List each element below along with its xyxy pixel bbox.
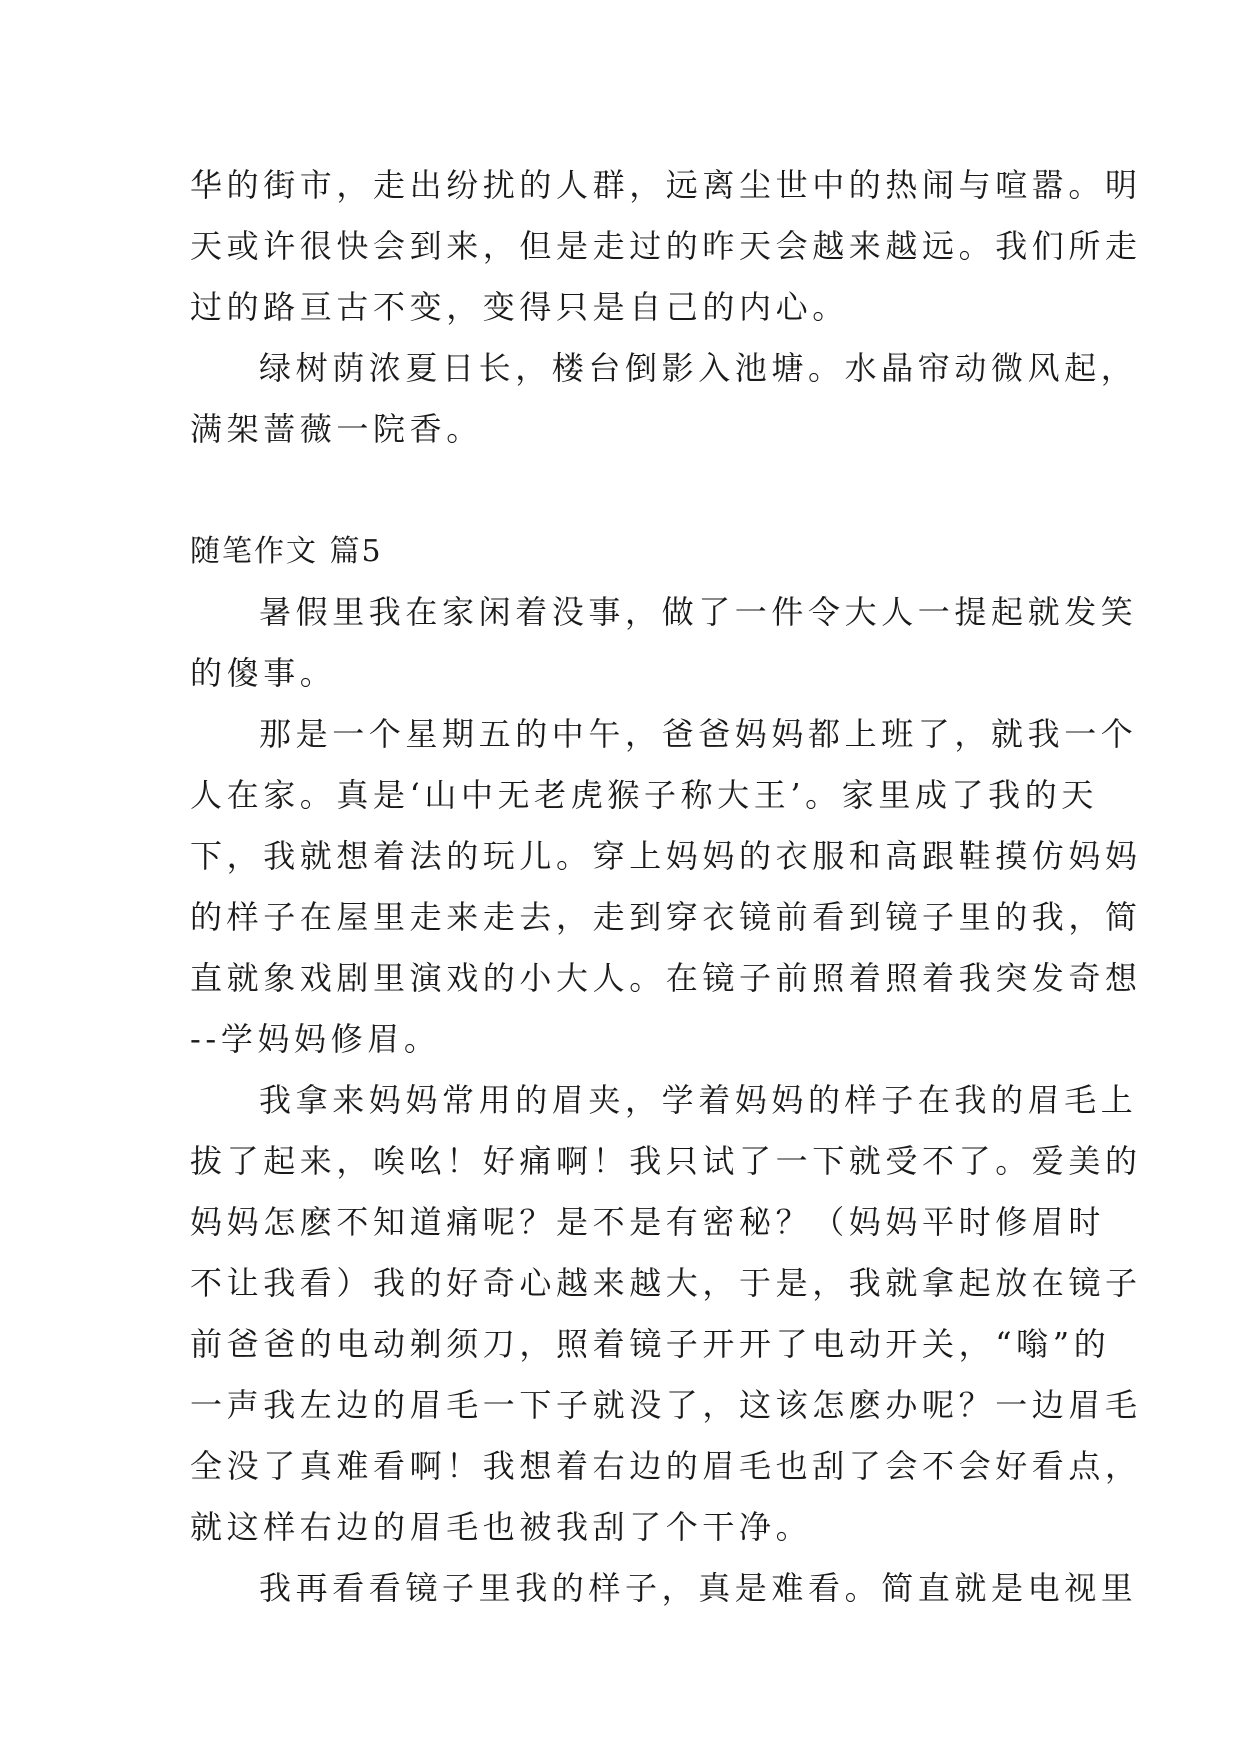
text-line: 我拿来妈妈常用的眉夹，学着妈妈的样子在我的眉毛上 <box>259 1081 1138 1119</box>
text-line: --学妈妈修眉。 <box>190 1020 441 1058</box>
text-line: 的傻事。 <box>190 654 337 692</box>
text-line: 就这样右边的眉毛也被我刮了个干净。 <box>190 1508 813 1546</box>
text-line: 人在家。真是‘山中无老虎猴子称大王’。家里成了我的天 <box>190 776 1098 814</box>
text-line: 绿树荫浓夏日长，楼台倒影入池塘。水晶帘动微风起， <box>259 349 1138 387</box>
text-line: 不让我看）我的好奇心越来越大，于是，我就拿起放在镜子 <box>190 1264 1142 1302</box>
text-line: 暑假里我在家闲着没事，做了一件令大人一提起就发笑 <box>259 593 1138 631</box>
text-line: 直就象戏剧里演戏的小大人。在镜子前照着照着我突发奇想 <box>190 959 1142 997</box>
text-line: 一声我左边的眉毛一下子就没了，这该怎麽办呢？一边眉毛 <box>190 1386 1142 1424</box>
section-heading: 随笔作文 篇5 <box>190 534 383 569</box>
blank-line <box>190 460 1050 521</box>
text-line: 前爸爸的电动剃须刀，照着镜子开开了电动开关，“嗡”的 <box>190 1325 1111 1363</box>
document-page <box>190 155 1142 1619</box>
text-line: 那是一个星期五的中午，爸爸妈妈都上班了，就我一个 <box>259 715 1138 753</box>
text-line: 我再看看镜子里我的样子，真是难看。简直就是电视里 <box>259 1569 1138 1607</box>
paragraph <box>190 704 1142 1070</box>
text-line: 华的街市，走出纷扰的人群，远离尘世中的热闹与喧嚣。明 <box>190 166 1142 204</box>
text-line: 拔了起来，唉吆！好痛啊！我只试了一下就受不了。爱美的 <box>190 1142 1142 1180</box>
paragraph <box>190 155 1142 338</box>
text-line: 满架蔷薇一院香。 <box>190 410 483 448</box>
paragraph <box>190 338 1138 460</box>
text-line: 的样子在屋里走来走去，走到穿衣镜前看到镜子里的我，简 <box>190 898 1142 936</box>
paragraph <box>190 1070 1142 1558</box>
text-line: 下，我就想着法的玩儿。穿上妈妈的衣服和高跟鞋摸仿妈妈 <box>190 837 1142 875</box>
text-line: 天或许很快会到来，但是走过的昨天会越来越远。我们所走 <box>190 227 1142 265</box>
text-line: 过的路亘古不变，变得只是自己的内心。 <box>190 288 849 326</box>
text-line: 妈妈怎麽不知道痛呢？是不是有密秘？（妈妈平时修眉时 <box>190 1203 1106 1241</box>
text-line: 全没了真难看啊！我想着右边的眉毛也刮了会不会好看点， <box>190 1447 1142 1485</box>
paragraph <box>190 582 1138 704</box>
paragraph <box>190 1558 1138 1619</box>
